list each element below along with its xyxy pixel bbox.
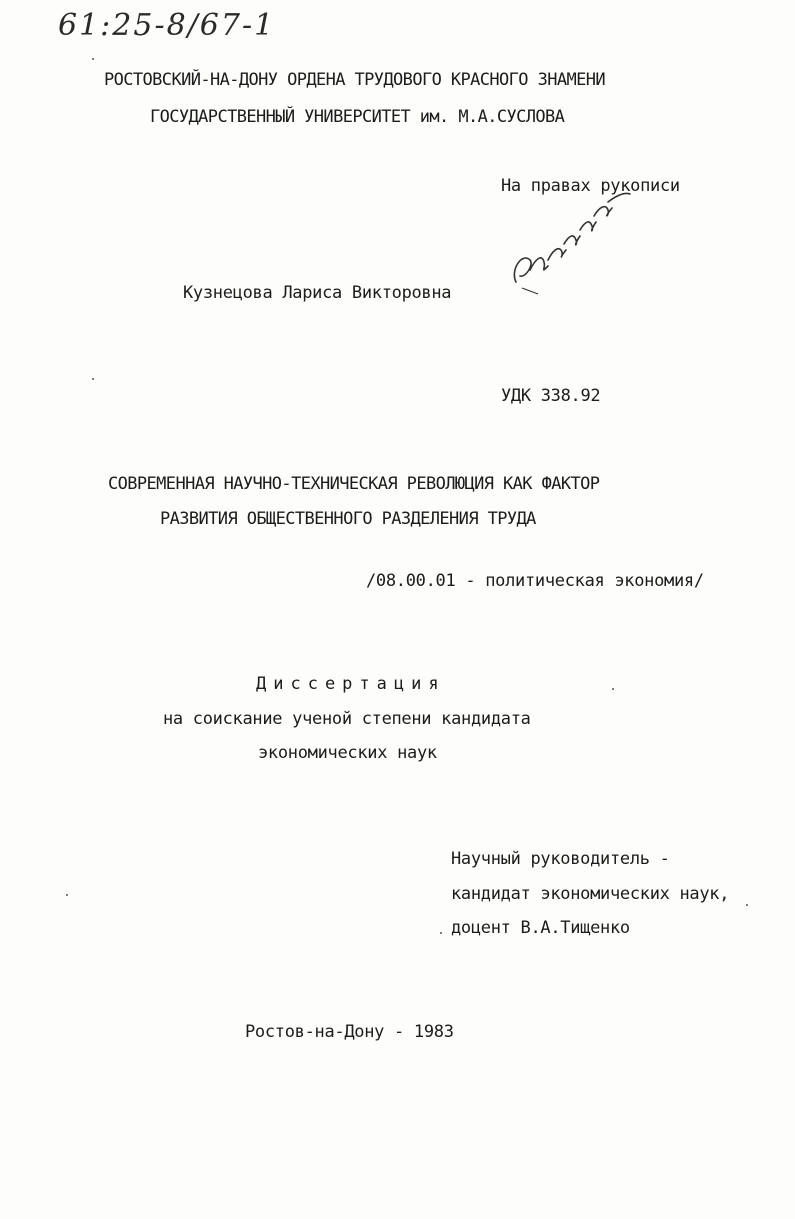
degree-line2: на соискание ученой степени кандидата xyxy=(163,709,531,729)
scan-speck xyxy=(612,688,614,690)
dissertation-title-line2: РАЗВИТИЯ ОБЩЕСТВЕННОГО РАЗДЕЛЕНИЯ ТРУДА xyxy=(160,509,536,529)
archive-code-handwritten: 61:25-8/67-1 xyxy=(58,8,276,43)
document-type: Диссертация xyxy=(256,674,446,694)
university-header-line2: ГОСУДАРСТВЕННЫЙ УНИВЕРСИТЕТ им. М.А.СУСЛОВА xyxy=(150,107,565,127)
specialty-code: /08.00.01 - политическая экономия/ xyxy=(366,571,704,591)
author-signature xyxy=(508,190,638,300)
supervisor-line1: Научный руководитель - xyxy=(451,849,670,869)
scan-speck xyxy=(746,904,748,906)
dissertation-title-line1: СОВРЕМЕННАЯ НАУЧНО-ТЕХНИЧЕСКАЯ РЕВОЛЮЦИЯ КАК ФАКТОР xyxy=(108,474,600,494)
place-and-year: Ростов-на-Дону - 1983 xyxy=(245,1022,454,1042)
degree-line3: экономических наук xyxy=(258,743,437,763)
rights-note: На правах рукописи xyxy=(501,176,680,196)
scan-speck xyxy=(92,58,94,60)
udk-code: УДК 338.92 xyxy=(501,386,601,406)
scan-speck xyxy=(66,894,68,896)
supervisor-line3: доцент В.А.Тищенко xyxy=(451,918,630,938)
scan-speck xyxy=(92,378,94,380)
author-name: Кузнецова Лариса Викторовна xyxy=(183,283,452,303)
university-header-line1: РОСТОВСКИЙ-НА-ДОНУ ОРДЕНА ТРУДОВОГО КРАСНОГО ЗНАМЕНИ xyxy=(104,70,606,90)
scan-speck xyxy=(440,932,442,934)
supervisor-line2: кандидат экономических наук, xyxy=(451,884,730,904)
